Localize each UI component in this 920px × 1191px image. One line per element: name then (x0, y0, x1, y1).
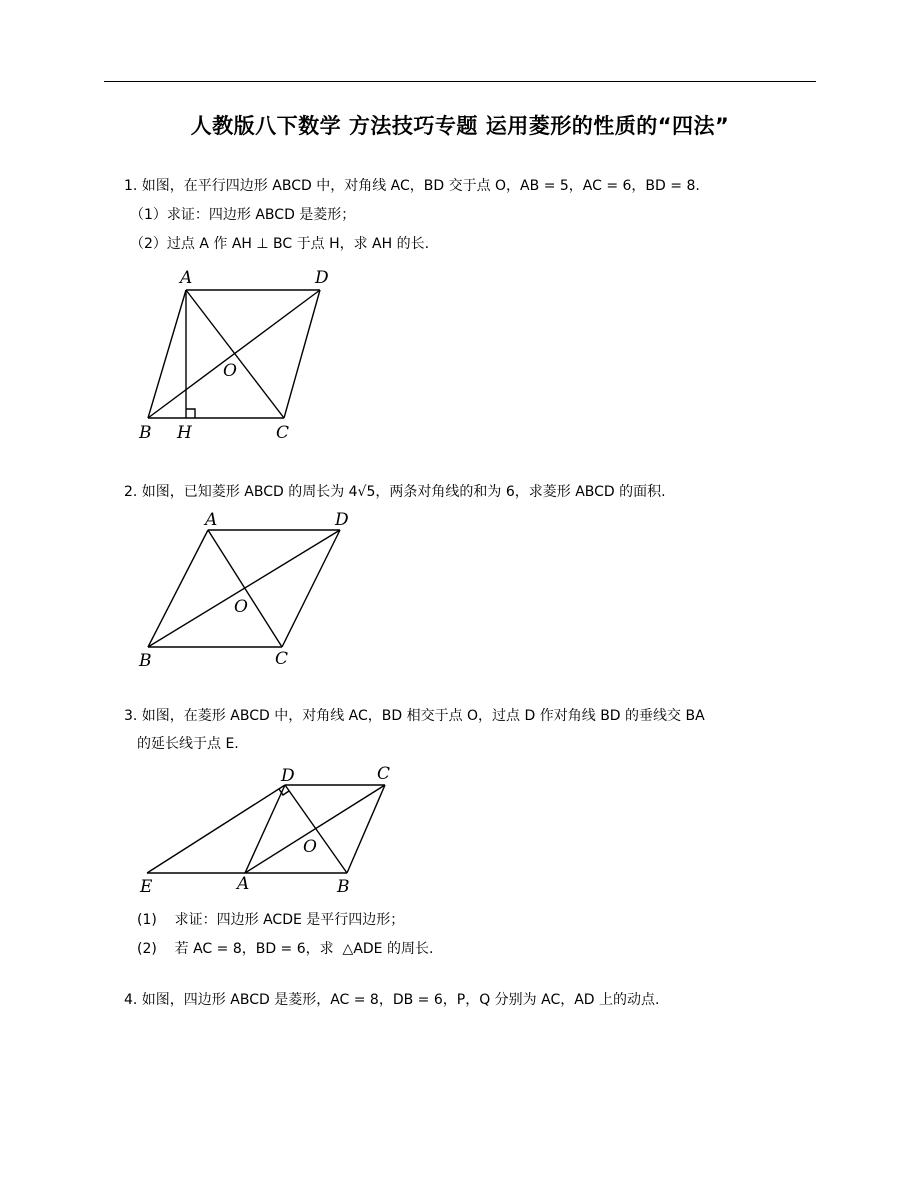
label-B: B (139, 651, 152, 671)
problem-3-text: 3. 如图，在菱形 ABCD 中，对角线 AC，BD 相交于点 O，过点 D 作对角线 BD 的垂线交 BA (124, 708, 705, 724)
page-title: 人教版八下数学 方法技巧专题 运用菱形的性质的“四法” (190, 114, 730, 138)
edge-CB (347, 785, 385, 873)
label-O: O (303, 837, 317, 857)
diagonal-DB (285, 785, 347, 873)
problem-1-part-1: （1）求证：四边形 ABCD 是菱形； (130, 207, 356, 223)
problem-3-text-cont: 的延长线于点 E. (137, 736, 239, 752)
right-angle-mark (186, 409, 195, 418)
header-rule (104, 81, 816, 82)
problem-2-figure (130, 508, 370, 673)
label-C: C (377, 764, 391, 784)
label-C: C (275, 649, 289, 669)
label-O: O (234, 597, 248, 617)
label-C: C (276, 423, 290, 443)
problem-2-text: 2. 如图，已知菱形 ABCD 的周长为 4√5，两条对角线的和为 6，求菱形 ABCD 的面积. (124, 484, 666, 500)
label-D: D (281, 766, 295, 786)
label-A: A (180, 268, 193, 288)
label-A: A (205, 510, 218, 530)
label-H: H (177, 423, 192, 443)
problem-1-figure (130, 262, 350, 447)
diagonal-BD (148, 290, 320, 418)
label-O: O (223, 361, 237, 381)
label-B: B (337, 877, 350, 897)
label-B: B (139, 423, 152, 443)
problem-1-part-2: （2）过点 A 作 AH ⊥ BC 于点 H，求 AH 的长. (130, 236, 430, 252)
label-D: D (335, 510, 349, 530)
edge-AB (148, 290, 186, 418)
label-A: A (237, 874, 250, 894)
label-E: E (140, 877, 153, 897)
label-D: D (315, 268, 329, 288)
problem-3-figure (135, 762, 405, 900)
diagonal-CA (245, 785, 385, 873)
problem-3-part-1: (1) 求证：四边形 ACDE 是平行四边形； (137, 912, 405, 928)
problem-3-part-2: (2) 若 AC = 8，BD = 6，求 △ADE 的周长. (137, 941, 434, 957)
problem-1-text: 1. 如图，在平行四边形 ABCD 中，对角线 AC，BD 交于点 O，AB = 5，AC = 6，BD = 8. (124, 178, 700, 194)
problem-4-text: 4. 如图，四边形 ABCD 是菱形，AC = 8，DB = 6，P，Q 分别为 AC，AD 上的动点. (124, 992, 660, 1008)
edge-DC (284, 290, 320, 418)
